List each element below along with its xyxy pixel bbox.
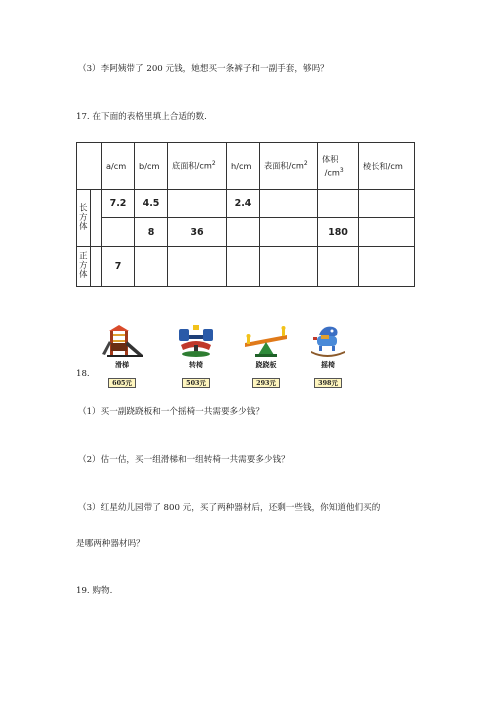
table-corner-cell [77, 143, 102, 190]
header-volume: 体积 $/cm^3$ [318, 143, 359, 190]
cell [168, 190, 227, 218]
cell [359, 190, 415, 218]
price-tag: 293元 [252, 378, 280, 388]
cell: 36 [168, 218, 227, 247]
rocking-horse-icon [305, 323, 351, 359]
table-row-cuboid-1 [77, 190, 415, 218]
cell [260, 247, 318, 287]
cell [318, 247, 359, 287]
cell: 4.5 [135, 190, 168, 218]
equipment-swivel-chair [170, 323, 222, 389]
seesaw-icon [243, 323, 289, 359]
row-label-spacer [90, 190, 101, 247]
header-a: a/cm [102, 143, 135, 190]
cell [318, 190, 359, 218]
row-label-spacer [90, 247, 101, 287]
price-tag: 503元 [182, 378, 210, 388]
cell [260, 190, 318, 218]
cell: 7.2 [102, 190, 135, 218]
equipment-name: 跷跷板 [255, 360, 277, 369]
table-header-row [77, 143, 415, 190]
cell [168, 247, 227, 287]
cell: 2.4 [227, 190, 260, 218]
q17-title: 17. 在下面的表格里填上合适的数. [76, 112, 207, 122]
q3-text: （3）李阿姨带了 200 元钱，她想买一条裤子和一副手套，够吗？ [78, 64, 329, 74]
header-edge-sum: 棱长和/cm [359, 143, 415, 190]
cell [260, 218, 318, 247]
q19-title: 19. 购物. [76, 586, 113, 596]
swivel-chair-icon [173, 323, 219, 359]
q18-sub3-line2: 是哪两种器材吗？ [76, 539, 145, 549]
table-row-cuboid-2 [77, 218, 415, 247]
header-b: b/cm [135, 143, 168, 190]
cell [227, 218, 260, 247]
header-h: h/cm [227, 143, 260, 190]
header-surface-area: 表面积$/cm^2$ [260, 143, 318, 190]
cell [102, 218, 135, 247]
q18-number: 18. [76, 369, 90, 379]
table-row-cube [77, 247, 415, 287]
cell [227, 247, 260, 287]
equipment-slide [96, 323, 148, 389]
equipment-name: 滑梯 [115, 360, 129, 369]
cell [135, 247, 168, 287]
equipment-seesaw [240, 323, 292, 389]
price-tag: 605元 [108, 378, 136, 388]
q17-table [76, 142, 415, 287]
cell: 8 [135, 218, 168, 247]
price-tag: 398元 [314, 378, 342, 388]
equipment-name: 转椅 [189, 360, 203, 369]
slide-icon [99, 323, 145, 359]
equipment-rocking-horse [302, 323, 354, 389]
row-label-cuboid: 长方体 [77, 190, 91, 247]
row-label-cube: 正方体 [77, 247, 91, 287]
cell: 180 [318, 218, 359, 247]
cell [359, 218, 415, 247]
q18-sub2: （2）估一估，买一组滑梯和一组转椅一共需要多少钱？ [78, 455, 290, 465]
header-base-area: 底面积$/cm^2$ [168, 143, 227, 190]
equipment-name: 摇椅 [321, 360, 335, 369]
q18-sub3-line1: （3）红星幼儿园带了 800 元，买了两种器材后，还剩一些钱，你知道他们买的 [78, 503, 381, 513]
cell [359, 247, 415, 287]
cell: 7 [102, 247, 135, 287]
q18-sub1: （1）买一副跷跷板和一个摇椅一共需要多少钱？ [78, 407, 264, 417]
